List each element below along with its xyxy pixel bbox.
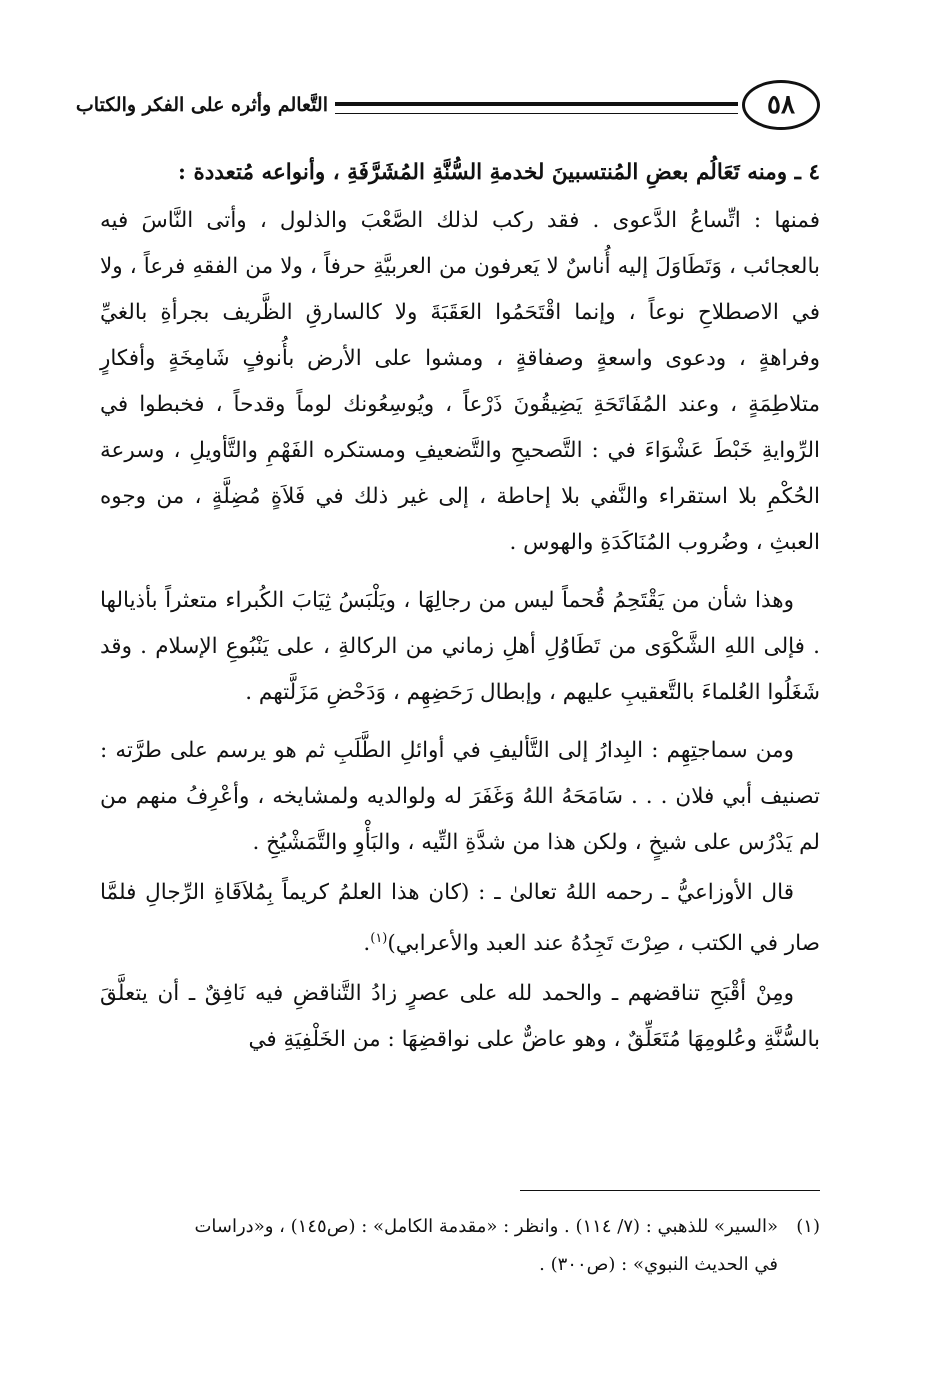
main-text <box>100 150 820 1067</box>
footnote-line-1 <box>100 1208 820 1246</box>
page-header <box>75 80 820 136</box>
section-heading: ٤ ـ ومنه تَعَالُم بعضِ المُنتسبينَ لخدمةِ السُّنَّةِ المُشَرَّفَةِ ، وأنواعه مُتعددة : <box>178 160 820 185</box>
footnote-text-1: «السير» للذهبي : (٧/ ١١٤) . وانظر : «مقدمة الكامل» : (ص١٤٥) ، و«دراسات <box>194 1216 778 1237</box>
page-number: ٥٨ <box>742 80 820 130</box>
paragraph-2: وهذا شأن من يَقْتَحِمُ قُحماً ليس من رجالِهَا ، ويَلْبَسُ ثِيَابَ الكُبراء متعثراً بأذيالها . فإلى اللهِ الشَّكْوَى من تَطَاوُلِ أهلِ زماني من الركالةِ ، على يَنْبُوعِ الإسلام . وقد شَغَلُوا العُلماءَ بالتَّعقيبِ عليهم ، وإبطال رَحَضِهِم ، وَدَحْضِ مَزَلَّتهم . <box>100 588 820 705</box>
paragraph-4 <box>100 870 820 967</box>
footnote-number: (١) <box>796 1216 820 1237</box>
footnote-rule <box>520 1190 820 1191</box>
quote-text: قال الأوزاعيُّ ـ رحمه اللهُ تعالىٰ ـ : (كان هذا العلمُ كريماً بِمُلاَقَاةِ الرِّجالِ فلمَّا صار في الكتب ، صِرْتَ تَجِدُهُ عند العبد والأعرابي) <box>100 880 820 957</box>
footnote-line-2: في الحديث النبوي» : (ص٣٠٠) . <box>539 1254 778 1275</box>
paragraph-5: ومِنْ أقْبَحِ تناقضهم ـ والحمد لله على عصرٍ زادُ التَّناقضِ فيه نَافِقٌ ـ أن يتعلَّقَ بالسُّنَّةِ وعُلومِهَا مُتَعَلِّقٌ ، وهو عاضٌّ على نواقضِهَا : من الخَلْفِيَةِ في <box>100 981 820 1053</box>
footnote <box>100 1208 820 1284</box>
quote-end: . <box>363 931 371 957</box>
running-title: التَّعالم وأثره على الفكر والكتاب <box>75 94 328 116</box>
paragraph-1: فمنها : اتِّساعُ الدَّعوى . فقد ركب لذلك الصَّعْبَ والذلول ، وأتى النَّاسَ فيه بالعجائب ، وَتَطَاوَلَ إليه أُناسٌ لا يَعرفون من العربيَّةِ حرفاً ، ولا من الفقهِ فرعاً ، ولا في الاصطلاحِ نوعاً ، وإنما اقْتَحَمُوا العَقَبَةَ ولا كالسارقِ الظَّريف بجرأةِ بالغيِّ وفراهةٍ ، ودعوى واسعةٍ وصفاقةٍ ، ومشوا على الأرض بأُنوفٍ شَامِخَةٍ وأفكارٍ متلاطِمَةٍ ، وعند المُفَاتَحَةِ يَضِيقُونَ ذَرْعاً ، ويُوسِعُونك لوماً وقدحاً ، فخبطوا في الرِّوايةِ خَبْطَ عَشْوَاءَ في : التَّصحيحِ والتَّضعيفِ ومستكره الفَهْمِ والتَّأويلِ ، وسرعة الحُكْمِ بلا استقراء والنَّفي بلا إحاطة ، إلى غير ذلك في فَلاَةٍ مُضِلَّةٍ ، من وجوه العبثِ ، وضُروب المُنَاكَدَةِ والهوس . <box>100 208 820 555</box>
header-rule <box>335 102 738 114</box>
footnote-reference: (١) <box>370 931 388 946</box>
paragraph-3: ومن سماجتِهِم : البِدارُ إلى التَّأليفِ في أوائلِ الطَّلَبِ ثم هو يرسم على طرَّته : تصنيف أبي فلان . . . سَامَحَهُ اللهُ وَغَفَرَ له ولوالديه ولمشايخه ، وأعْرِفُ منهم من لم يَدْرُس على شيخٍ ، ولكن هذا من شدَّةِ التِّيه ، والبَأْوِ والتَّمَشْيُخِ . <box>100 738 820 855</box>
